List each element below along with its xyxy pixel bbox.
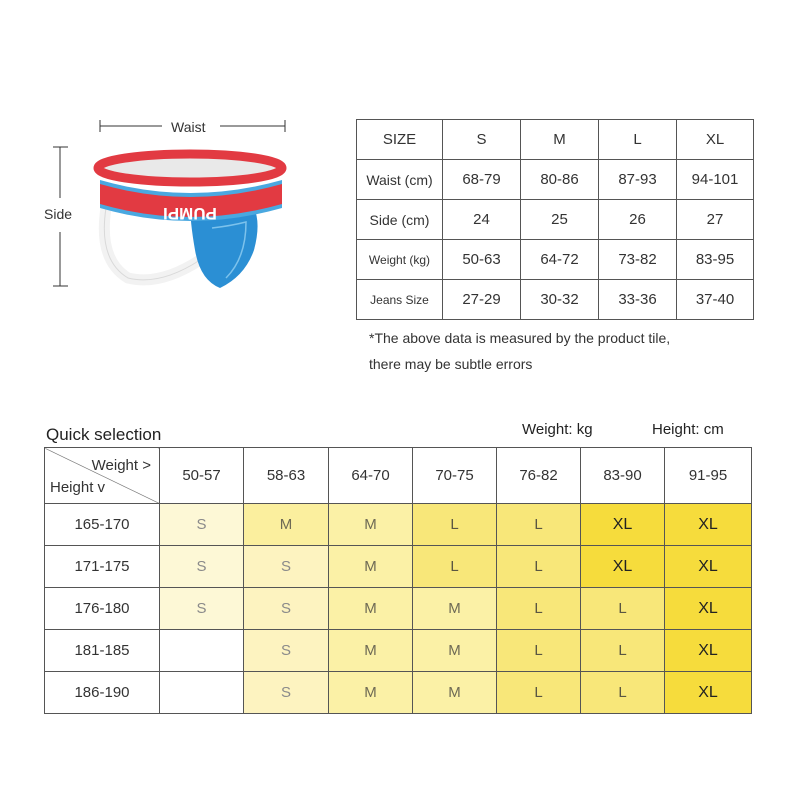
- size-cell: M: [413, 672, 497, 714]
- table-cell: 25: [521, 200, 599, 240]
- table-cell: 87-93: [599, 160, 677, 200]
- table-cell: 73-82: [599, 240, 677, 280]
- size-cell: M: [329, 504, 413, 546]
- weight-header: 50-57: [160, 448, 244, 504]
- table-row: [45, 588, 752, 630]
- table-cell: 64-72: [521, 240, 599, 280]
- size-cell: M: [329, 672, 413, 714]
- jockstrap-image: [40, 110, 300, 300]
- size-cell: S: [244, 672, 329, 714]
- table-cell: 50-63: [443, 240, 521, 280]
- corner-cell: [45, 448, 160, 504]
- quick-header-row: [45, 448, 752, 504]
- table-cell: 80-86: [521, 160, 599, 200]
- weight-header: 76-82: [497, 448, 581, 504]
- row-label: Jeans Size: [357, 280, 443, 320]
- weight-header: 91-95: [665, 448, 752, 504]
- size-cell: [160, 630, 244, 672]
- weight-header: 70-75: [413, 448, 497, 504]
- table-row: [45, 504, 752, 546]
- weight-header: 83-90: [581, 448, 665, 504]
- size-table-header: [357, 120, 754, 160]
- header-cell: XL: [677, 120, 754, 160]
- row-label: Waist (cm): [357, 160, 443, 200]
- size-cell: [160, 672, 244, 714]
- size-cell: XL: [665, 672, 752, 714]
- size-cell: S: [160, 504, 244, 546]
- weight-unit-label: Weight: kg: [522, 421, 593, 438]
- size-cell: XL: [581, 546, 665, 588]
- table-cell: 33-36: [599, 280, 677, 320]
- size-cell: L: [413, 504, 497, 546]
- size-cell: M: [413, 588, 497, 630]
- size-cell: L: [581, 672, 665, 714]
- side-label: Side: [44, 206, 73, 222]
- quick-selection-table: [44, 447, 752, 714]
- size-table: [356, 119, 754, 320]
- table-cell: 94-101: [677, 160, 754, 200]
- size-cell: M: [329, 588, 413, 630]
- row-label: Side (cm): [357, 200, 443, 240]
- row-label: Weight (kg): [357, 240, 443, 280]
- size-cell: M: [329, 546, 413, 588]
- height-label: 181-185: [45, 630, 160, 672]
- header-cell: L: [599, 120, 677, 160]
- size-cell: XL: [665, 504, 752, 546]
- weight-header: 58-63: [244, 448, 329, 504]
- size-cell: L: [581, 588, 665, 630]
- size-row-weight: [357, 240, 754, 280]
- table-cell: 27-29: [443, 280, 521, 320]
- corner-weight-label: Weight >: [91, 457, 151, 474]
- size-cell: S: [244, 588, 329, 630]
- size-cell: XL: [665, 630, 752, 672]
- height-label: 171-175: [45, 546, 160, 588]
- table-row: [45, 546, 752, 588]
- corner-height-label: Height v: [50, 479, 106, 496]
- height-label: 176-180: [45, 588, 160, 630]
- size-cell: L: [581, 630, 665, 672]
- size-cell: XL: [581, 504, 665, 546]
- table-cell: 83-95: [677, 240, 754, 280]
- size-cell: L: [413, 546, 497, 588]
- measurement-note-line-2: there may be subtle errors: [369, 356, 533, 372]
- weight-header: 64-70: [329, 448, 413, 504]
- size-cell: S: [244, 546, 329, 588]
- header-cell: SIZE: [357, 120, 443, 160]
- table-cell: 30-32: [521, 280, 599, 320]
- size-cell: L: [497, 504, 581, 546]
- brand-text: PUMPI: [163, 204, 217, 223]
- size-cell: M: [413, 630, 497, 672]
- size-cell: S: [244, 630, 329, 672]
- height-label: 186-190: [45, 672, 160, 714]
- table-cell: 37-40: [677, 280, 754, 320]
- table-cell: 68-79: [443, 160, 521, 200]
- size-cell: S: [160, 588, 244, 630]
- table-row: [45, 672, 752, 714]
- size-cell: S: [160, 546, 244, 588]
- waist-label: Waist: [171, 119, 206, 135]
- table-cell: 26: [599, 200, 677, 240]
- size-cell: L: [497, 630, 581, 672]
- header-cell: S: [443, 120, 521, 160]
- height-label: 165-170: [45, 504, 160, 546]
- table-cell: 24: [443, 200, 521, 240]
- size-row-side: [357, 200, 754, 240]
- size-cell: L: [497, 588, 581, 630]
- header-cell: M: [521, 120, 599, 160]
- quick-selection-title: Quick selection: [46, 425, 162, 444]
- size-cell: XL: [665, 588, 752, 630]
- size-row-waist: [357, 160, 754, 200]
- measurement-note-line-1: *The above data is measured by the product tile,: [369, 330, 671, 346]
- height-unit-label: Height: cm: [652, 421, 724, 438]
- size-row-jeans: [357, 280, 754, 320]
- size-cell: M: [244, 504, 329, 546]
- size-cell: M: [329, 630, 413, 672]
- size-cell: XL: [665, 546, 752, 588]
- table-cell: 27: [677, 200, 754, 240]
- size-cell: L: [497, 672, 581, 714]
- size-cell: L: [497, 546, 581, 588]
- product-illustration: [40, 110, 300, 300]
- table-row: [45, 630, 752, 672]
